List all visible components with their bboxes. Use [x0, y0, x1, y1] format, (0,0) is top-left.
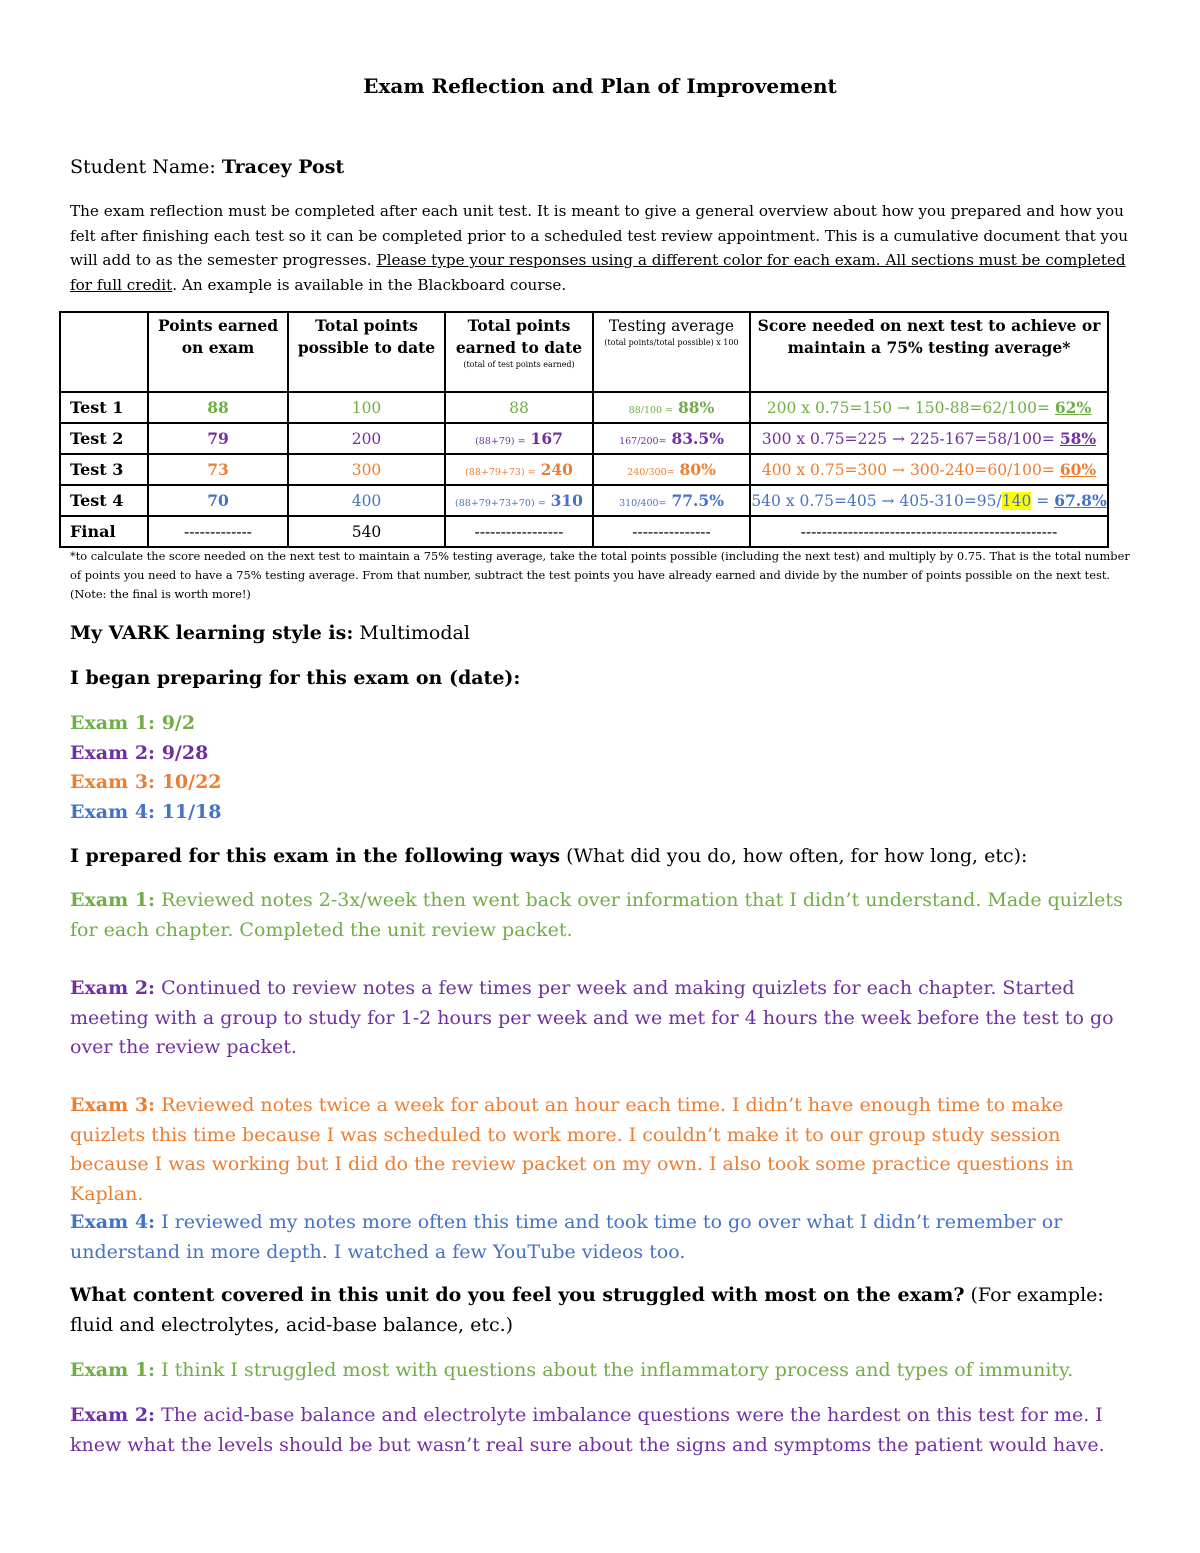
- header-total-earned: [445, 312, 593, 392]
- avg-calc: 240/300=: [627, 467, 675, 478]
- exam2-date: Exam 2: 9/28: [70, 741, 209, 764]
- total-earned-cell: 88: [445, 392, 593, 423]
- testing-average-cell: ---------------: [593, 516, 750, 547]
- began-dates: [70, 709, 1140, 827]
- avg-calc: 167/200=: [619, 436, 667, 447]
- table-row: [60, 485, 1108, 516]
- student-name-label: Student Name:: [70, 156, 216, 178]
- began-label: I began preparing for this exam on (date):: [70, 667, 521, 689]
- struggled-exam2: [70, 1401, 1140, 1460]
- exam1-date: Exam 1: 9/2: [70, 712, 196, 734]
- avg-value: 83.5%: [671, 429, 724, 448]
- total-earned-calc: (88+79+73) =: [465, 467, 536, 478]
- exam-text: The acid-base balance and electrolyte imbalance questions were the hardest on this test for me. I knew what the levels should be but wasn’t real sure about the signs and symptoms the patient would have.: [70, 1404, 1105, 1456]
- total-earned-value: 167: [530, 429, 563, 448]
- intro-paragraph: [70, 199, 1140, 297]
- avg-value: 77.5%: [671, 491, 724, 510]
- vark-value: Multimodal: [359, 622, 470, 644]
- prepared-label: I prepared for this exam in the following ways: [70, 845, 561, 867]
- total-earned-calc: (88+79+73+70) =: [455, 498, 546, 509]
- score-needed-cell: -------------------------------------------------: [750, 516, 1108, 547]
- total-earned-cell: [445, 423, 593, 454]
- table-row: [60, 516, 1108, 547]
- avg-value: 80%: [679, 460, 716, 479]
- score-needed-cell: [750, 485, 1108, 516]
- exam-label: Exam 2:: [70, 1404, 156, 1426]
- struggled-sub: (For example: fluid and electrolytes, acid-base balance, etc.): [70, 1284, 1104, 1336]
- struggled-label: What content covered in this unit do you feel you struggled with most on the exam?: [70, 1284, 965, 1306]
- exam-text: Reviewed notes twice a week for about an hour each time. I didn’t have enough time to make quizlets this time because I was scheduled to work more. I couldn’t make it to our group study session because I was working but I did do the review packet on my own. I also took some practice questions in Kaplan.: [70, 1094, 1074, 1205]
- table-row: [60, 423, 1108, 454]
- points-earned-cell: -------------: [148, 516, 288, 547]
- student-name-line: [70, 156, 344, 178]
- intro-underlined-text: Please type your responses using a different color for each exam. All sections must be completed for full credit: [70, 251, 1126, 294]
- total-possible-cell: 400: [288, 485, 445, 516]
- testing-average-cell: [593, 392, 750, 423]
- table-footnote: *to calculate the score needed on the next test to maintain a 75% testing average, take the total points possible (including the next test) and multiply by 0.75. That is the total number of points you need to have a 75% testing average. From that number, subtract the test points you have already earned and divide by the number of points possible on the next test. (Note: the final is worth more!): [70, 549, 1130, 601]
- prepared-exam4: [70, 1208, 1140, 1267]
- prepared-exam2: [70, 974, 1140, 1063]
- row-label: Final: [60, 516, 148, 547]
- score-needed-cell: [750, 454, 1108, 485]
- score-table: [59, 311, 1109, 548]
- total-possible-cell: 540: [288, 516, 445, 547]
- exam4-date: Exam 4: 11/18: [70, 800, 222, 823]
- exam-label: Exam 4:: [70, 1211, 156, 1233]
- table-row: [60, 454, 1108, 485]
- exam-text: I reviewed my notes more often this time and took time to go over what I didn’t remember or understand in more depth. I watched a few YouTube videos too.: [70, 1211, 1063, 1263]
- points-earned-cell: 70: [148, 485, 288, 516]
- header-score-needed: Score needed on next test to achieve or maintain a 75% testing average*: [750, 312, 1108, 392]
- needed-calc: 200 x 0.75=150 → 150-88=62/100=: [766, 399, 1050, 417]
- testing-average-cell: [593, 423, 750, 454]
- header-total-earned-label: Total points earned to date: [455, 316, 583, 357]
- score-needed-cell: [750, 423, 1108, 454]
- table-header-row: [60, 312, 1108, 392]
- header-points-earned: Points earned on exam: [148, 312, 288, 392]
- total-possible-cell: 200: [288, 423, 445, 454]
- total-earned-cell: -----------------: [445, 516, 593, 547]
- total-earned-cell: [445, 485, 593, 516]
- intro-text: The exam reflection must be completed after each unit test. It is meant to give a general overview about how you prepared and how you felt after finishing each test so it can be completed prior to a scheduled test review appointment. This is a cumulative document that you will add to as the semester progresses.: [70, 202, 1129, 269]
- testing-average-cell: [593, 485, 750, 516]
- struggled-heading: [70, 1281, 1140, 1340]
- intro-tail: . An example is available in the Blackboard course.: [172, 275, 567, 294]
- total-earned-value: 310: [550, 491, 583, 510]
- avg-calc: 310/400=: [619, 498, 667, 509]
- vark-label: My VARK learning style is:: [70, 622, 354, 644]
- header-testing-average-note: (total points/total possible) x 100: [604, 338, 739, 347]
- header-testing-average-label: Testing average: [608, 317, 735, 335]
- began-heading: [70, 664, 1140, 694]
- total-earned-calc: (88+79) =: [475, 436, 526, 447]
- exam-label: Exam 1:: [70, 889, 156, 911]
- testing-average-cell: [593, 454, 750, 485]
- header-total-earned-note: (total of test points earned): [463, 360, 575, 369]
- needed-value: 67.8%: [1054, 491, 1107, 510]
- needed-value: 60%: [1059, 460, 1097, 479]
- vark-line: [70, 619, 1140, 649]
- exam-text: Reviewed notes 2-3x/week then went back over information that I didn’t understand. Made quizlets for each chapter. Completed the unit review packet.: [70, 889, 1123, 941]
- prepared-exam3: [70, 1091, 1140, 1209]
- row-label: Test 3: [60, 454, 148, 485]
- needed-value: 62%: [1054, 398, 1092, 417]
- exam3-date: Exam 3: 10/22: [70, 771, 222, 793]
- row-label: Test 1: [60, 392, 148, 423]
- needed-highlight: 140: [1001, 492, 1032, 510]
- struggled-exam1: [70, 1356, 1140, 1386]
- exam-label: Exam 1:: [70, 1359, 156, 1381]
- points-earned-cell: 73: [148, 454, 288, 485]
- total-earned-value: 240: [540, 460, 573, 479]
- exam-label: Exam 3:: [70, 1094, 156, 1116]
- page-title: Exam Reflection and Plan of Improvement: [363, 74, 837, 98]
- needed-calc: 540 x 0.75=405 → 405-310=95/: [751, 492, 1002, 510]
- header-total-possible: Total points possible to date: [288, 312, 445, 392]
- needed-calc: 300 x 0.75=225 → 225-167=58/100=: [761, 430, 1055, 448]
- student-name: Tracey Post: [221, 156, 345, 178]
- score-needed-cell: [750, 392, 1108, 423]
- header-testing-average: [593, 312, 750, 392]
- total-possible-cell: 300: [288, 454, 445, 485]
- total-possible-cell: 100: [288, 392, 445, 423]
- points-earned-cell: 88: [148, 392, 288, 423]
- total-earned-cell: [445, 454, 593, 485]
- row-label: Test 2: [60, 423, 148, 454]
- exam-text: Continued to review notes a few times per week and making quizlets for each chapter. Started meeting with a group to study for 1-2 hours per week and we met for 4 hours the week before the test to go over the review packet.: [70, 977, 1114, 1058]
- needed-calc: 400 x 0.75=300 → 300-240=60/100=: [761, 461, 1055, 479]
- needed-value: 58%: [1059, 429, 1097, 448]
- needed-equals: =: [1031, 492, 1055, 510]
- prepared-sub: (What did you do, how often, for how long, etc):: [560, 845, 1028, 867]
- prepared-exam1: [70, 886, 1140, 945]
- row-label: Test 4: [60, 485, 148, 516]
- header-empty: [60, 312, 148, 392]
- points-earned-cell: 79: [148, 423, 288, 454]
- exam-text: I think I struggled most with questions about the inflammatory process and types of immunity.: [155, 1359, 1074, 1381]
- table-row: [60, 392, 1108, 423]
- avg-value: 88%: [678, 398, 715, 417]
- avg-calc: 88/100 =: [628, 405, 674, 416]
- prepared-heading: [70, 842, 1140, 872]
- exam-label: Exam 2:: [70, 977, 156, 999]
